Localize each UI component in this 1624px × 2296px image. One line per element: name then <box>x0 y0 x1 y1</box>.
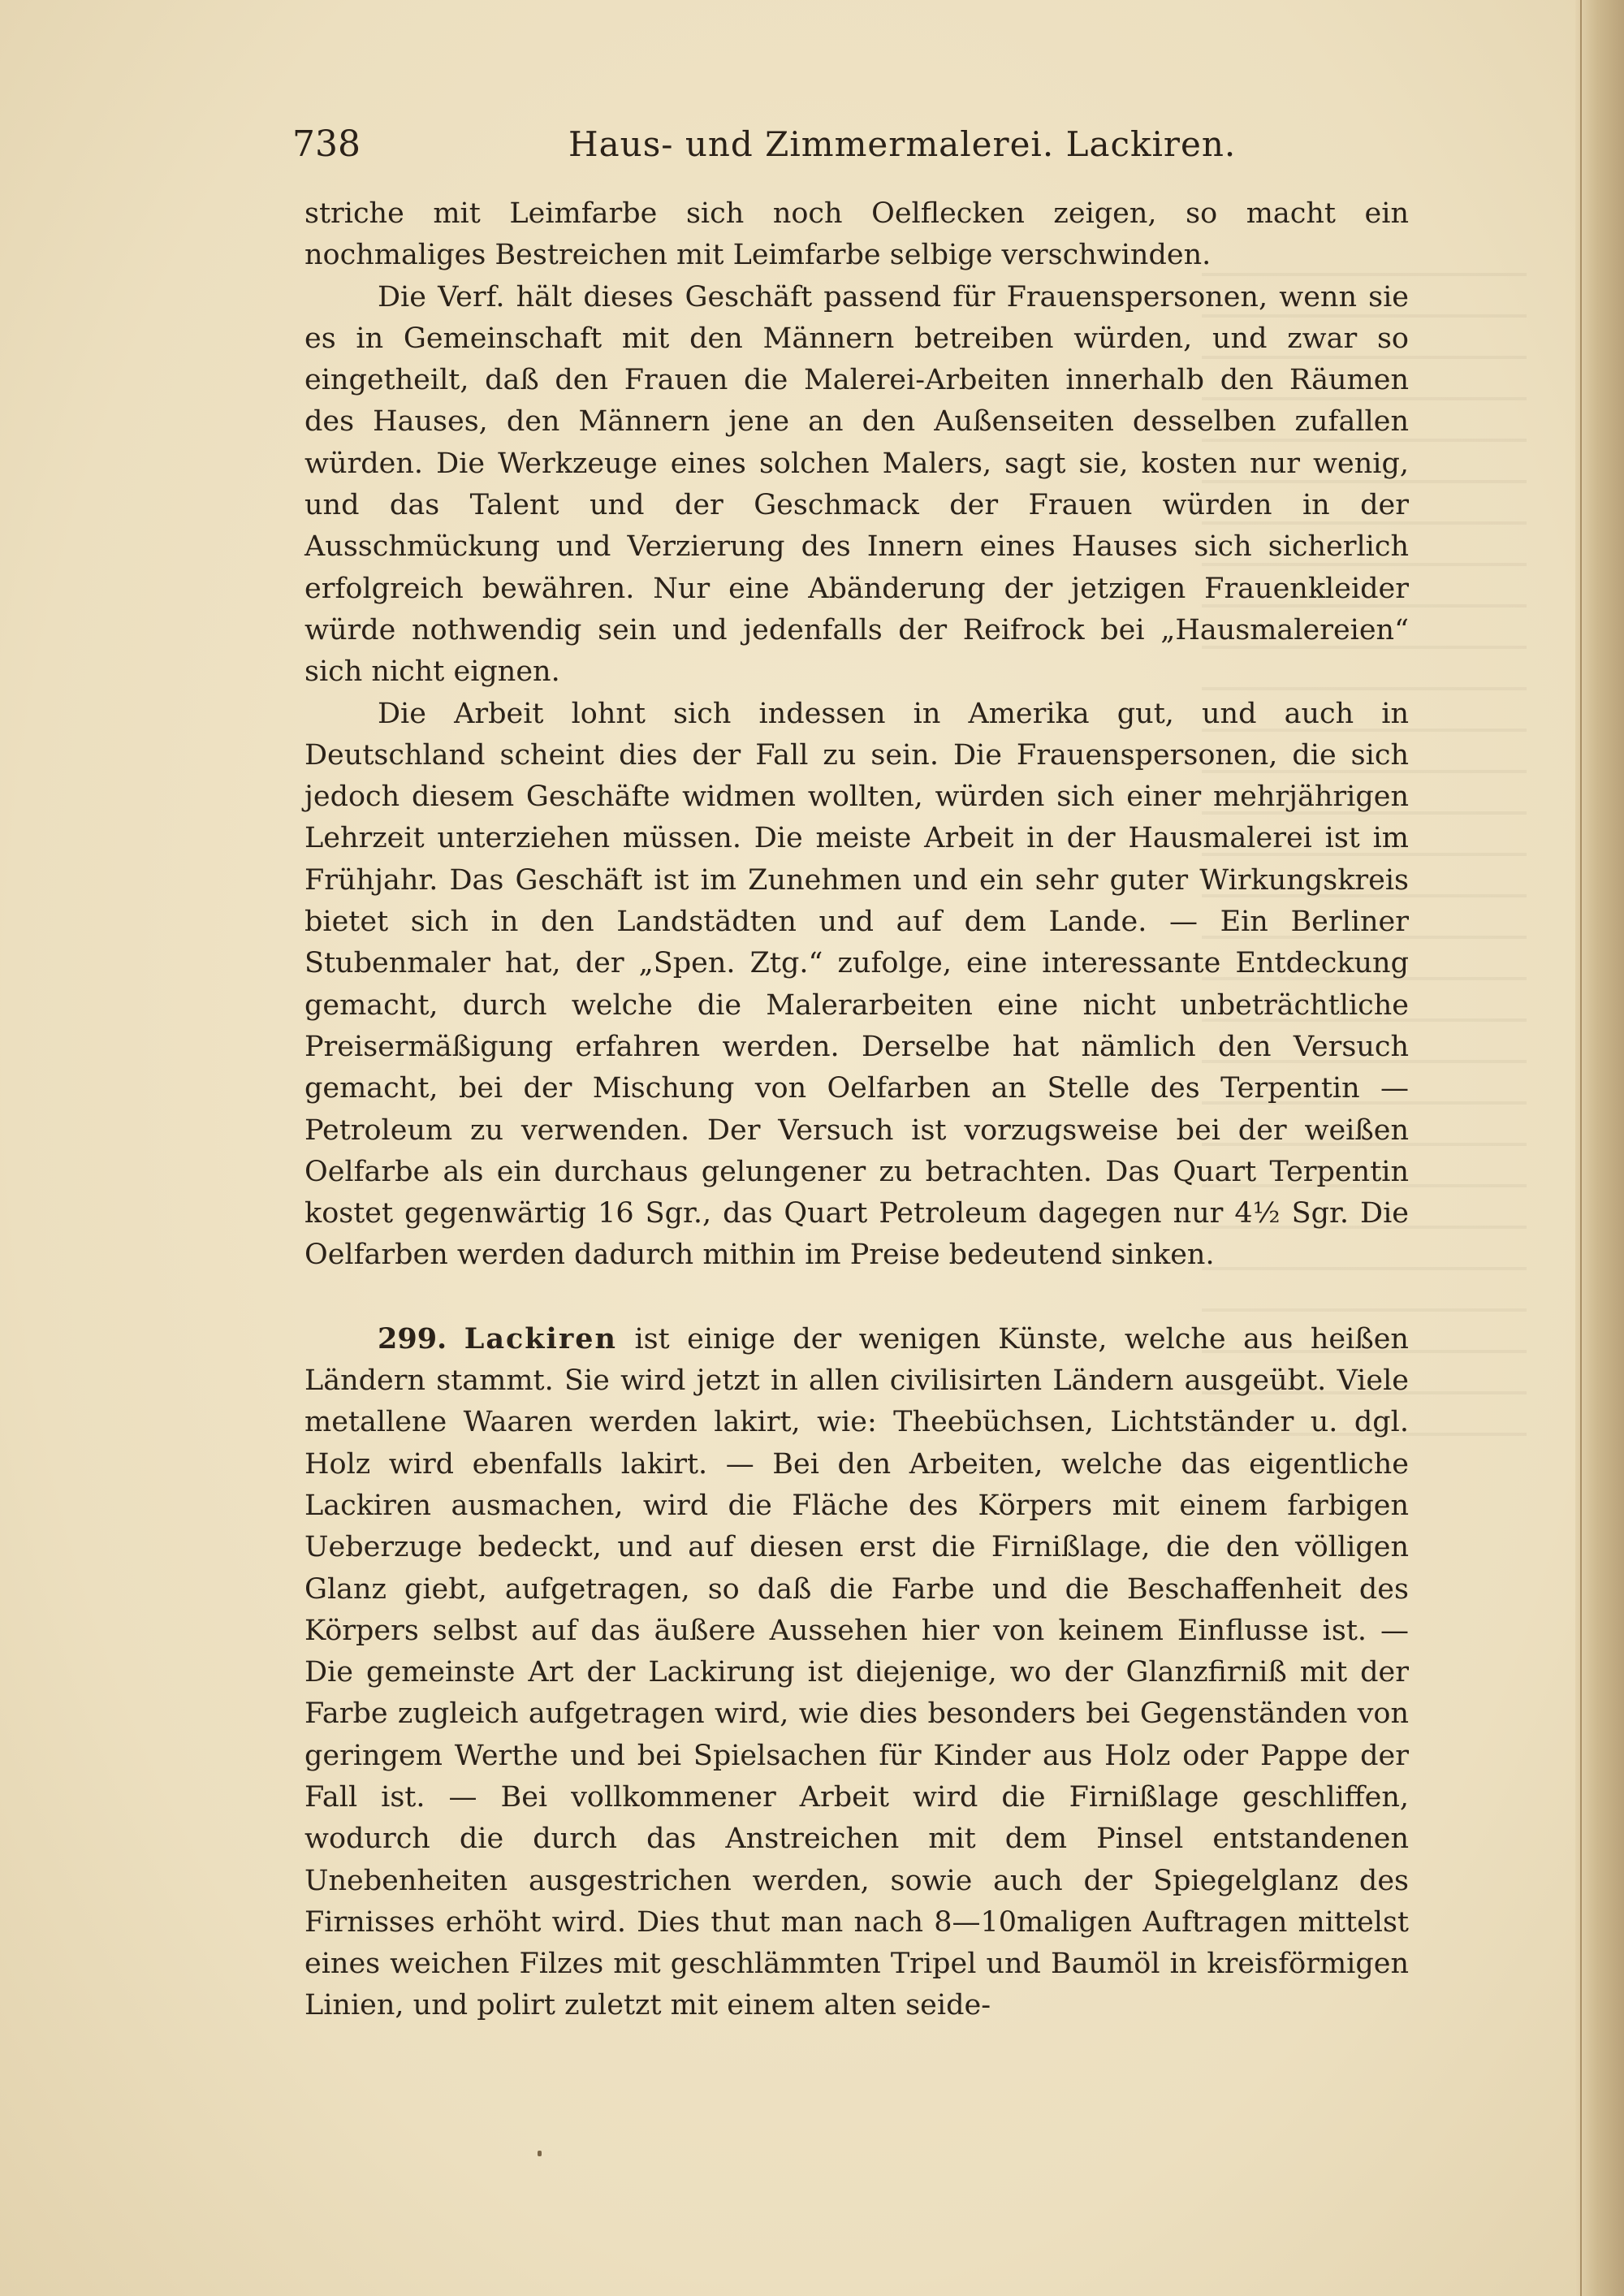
running-title: Haus- und Zimmermalerei. Lackiren. <box>568 124 1237 164</box>
page-body <box>304 193 1409 2027</box>
binding-edge <box>1580 0 1582 2296</box>
ink-speck <box>538 2151 542 2156</box>
section-number: 299. <box>378 1321 447 1356</box>
section-title: Lackiren <box>464 1321 618 1356</box>
paragraph-work-and-discovery: Die Arbeit lohnt sich indessen in Amerika gut, und auch in Deutschland scheint dies der Fall zu sein. Die Frauenspersonen, die sich jedoch diesem Geschäfte widmen wollten, würden sich einer mehrjährigen Lehrzeit unterziehen müssen. Die meiste Arbeit in der Hausmalerei ist im Frühjahr. Das Geschäft ist im Zunehmen und ein sehr guter Wirkungskreis bietet sich in den Landstädten und auf dem Lande. — Ein Berliner Stubenmaler hat, der „Spen. Ztg.“ zufolge, eine interessante Entdeckung gemacht, durch welche die Malerarbeiten eine nicht unbeträchtliche Preisermäßigung erfahren werden. Derselbe hat nämlich den Versuch gemacht, bei der Mischung von Oelfarben an Stelle des Terpentin — Petroleum zu verwenden. Der Versuch ist vorzugsweise bei der weißen Oelfarbe als ein durchaus gelungener zu betrachten. Das Quart Terpentin kostet gegenwärtig 16 Sgr., das Quart Petroleum dagegen nur 4½ Sgr. Die Oelfarben werden dadurch mithin im Preise bedeutend sinken. <box>304 697 1409 1272</box>
paragraph-continuation: striche mit Leimfarbe sich noch Oelflecken zeigen, so macht ein nochmaliges Bestreichen mit Leimfarbe selbige verschwinden. <box>304 197 1409 272</box>
paragraph-author-opinion: Die Verf. hält dieses Geschäft passend für Frauenspersonen, wenn sie es in Gemeinschaft mit den Männern betreiben würden, und zwar so eingetheilt, daß den Frauen die Malerei-Arbeiten innerhalb den Räumen des Hauses, den Männern jene an den Außenseiten desselben zufallen würden. Die Werkzeuge eines solchen Malers, sagt sie, kosten nur wenig, und das Talent und der Geschmack der Frauen würden in der Ausschmückung und Verzierung des Innern eines Hauses sich sicherlich erfolgreich bewähren. Nur eine Abänderung der jetzigen Frauenkleider würde nothwendig sein und jedenfalls der Reifrock bei „Hausmalereien“ sich nicht eignen. <box>304 280 1409 689</box>
section-lackiren <box>304 1318 1409 2027</box>
page-header <box>292 120 1429 169</box>
section-text: ist einige der wenigen Künste, welche aus heißen Ländern stammt. Sie wird jetzt in allen civilisirten Ländern ausgeübt. Viele metallene Waaren werden lakirt, wie: Theebüchsen, Lichtständer u. dgl. Holz wird ebenfalls lakirt. — Bei den Arbeiten, welche das eigentliche Lackiren ausmachen, wird die Fläche des Körpers mit einem farbigen Ueberzuge bedeckt, und auf diesen erst die Firnißlage, die den völligen Glanz giebt, aufgetragen, so daß die Farbe und die Beschaffenheit des Körpers selbst auf das äußere Aussehen hier von keinem Einflusse ist. — Die gemeinste Art der Lackirung ist diejenige, wo der Glanzfirniß mit der Farbe zugleich aufgetragen wird, wie dies besonders bei Gegenständen von geringem Werthe und bei Spielsachen für Kinder aus Holz oder Pappe der Fall ist. — Bei vollkommener Arbeit wird die Firnißlage geschliffen, wodurch die durch das Anstreichen mit dem Pinsel entstandenen Unebenheiten ausgestrichen werden, sowie auch der Spiegelglanz des Firnisses erhöht wird. Dies thut man nach 8—10maligen Auftragen mittelst eines weichen Filzes mit geschlämmten Tripel und Baumöl in kreisförmigen Linien, und polirt zuletzt mit einem alten seide- <box>304 1322 1409 2022</box>
page-number: 738 <box>292 123 361 165</box>
page-gutter <box>1575 0 1624 2296</box>
